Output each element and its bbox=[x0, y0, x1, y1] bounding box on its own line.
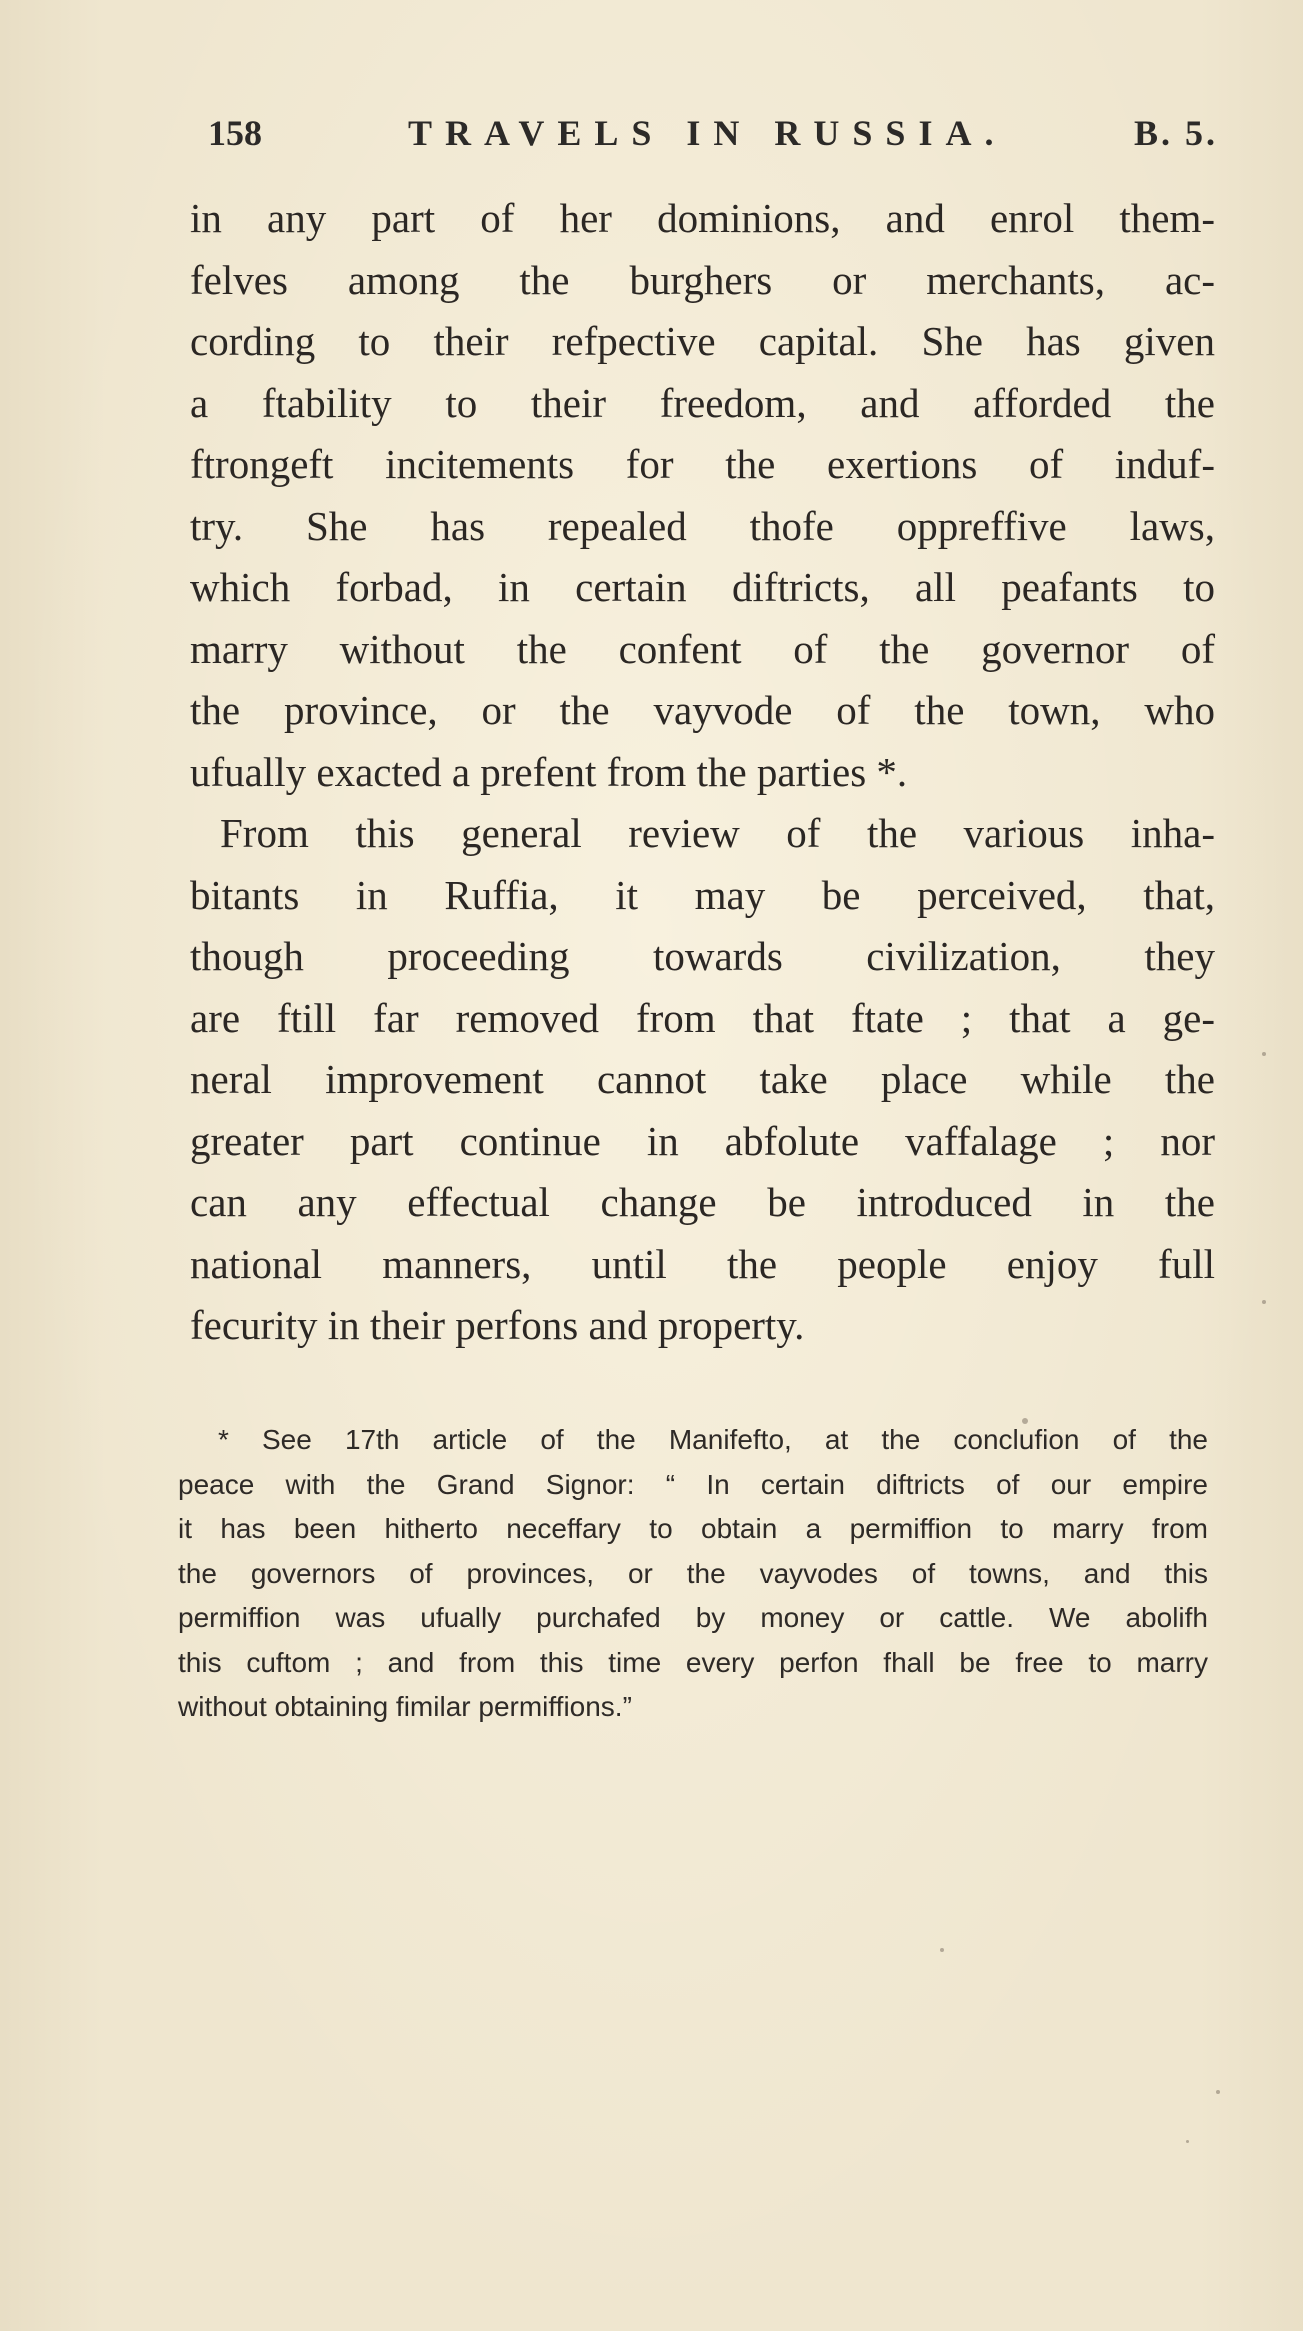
paper-speck bbox=[1262, 1052, 1266, 1056]
text-line: can any effectual change be introduced in the bbox=[190, 1179, 1215, 1225]
text-line: the province, or the vayvode of the town, who bbox=[190, 687, 1215, 733]
footnote-line: peace with the Grand Signor: “ In certain diftricts of our empire bbox=[178, 1468, 1208, 1500]
text-line: ufually exacted a prefent from the parties *. bbox=[190, 748, 908, 795]
paper-speck bbox=[1022, 1418, 1028, 1424]
footnote-line: this cuftom ; and from this time every perfon fhall be free to marry bbox=[178, 1646, 1208, 1678]
footnote-line: the governors of provinces, or the vayvodes of towns, and this bbox=[178, 1557, 1208, 1589]
footnote-line: permiffion was ufually purchafed by money or cattle. We abolifh bbox=[178, 1602, 1208, 1633]
text-line: in any part of her dominions, and enrol them- bbox=[190, 195, 1215, 241]
footnote-line: it has been hitherto neceffary to obtain a permiffion to marry from bbox=[178, 1513, 1208, 1544]
paper-speck bbox=[940, 1948, 944, 1952]
book-reference: B. 5. bbox=[1133, 113, 1218, 153]
paper-speck bbox=[1262, 1300, 1266, 1304]
text-line: national manners, until the people enjoy full bbox=[190, 1240, 1215, 1287]
paper-speck bbox=[1216, 2090, 1220, 2094]
text-line: are ftill far removed from that ftate ; that a ge- bbox=[190, 994, 1215, 1041]
paper-speck bbox=[1186, 2140, 1189, 2143]
page-header bbox=[208, 112, 1218, 162]
footnote bbox=[178, 1418, 1208, 1730]
text-line: ftrongeft incitements for the exertions of induf- bbox=[190, 441, 1215, 487]
text-line: fecurity in their perfons and property. bbox=[190, 1302, 805, 1348]
running-title: TRAVELS IN RUSSIA. bbox=[408, 113, 1007, 153]
text-line: a ftability to their freedom, and afforded the bbox=[190, 379, 1215, 426]
text-line: neral improvement cannot take place while the bbox=[190, 1056, 1215, 1102]
text-line: greater part continue in abfolute vaffalage ; nor bbox=[190, 1117, 1215, 1164]
text-line: cording to their refpective capital. She has given bbox=[190, 318, 1215, 364]
text-line: try. She has repealed thofe oppreffive laws, bbox=[190, 502, 1215, 549]
page-number: 158 bbox=[208, 113, 262, 153]
text-line: though proceeding towards civilization, they bbox=[190, 933, 1215, 979]
footnote-line: without obtaining fimilar permiffions.” bbox=[178, 1691, 632, 1722]
text-line: felves among the burghers or merchants, ac- bbox=[190, 256, 1215, 303]
footnote-line: * See 17th article of the Manifefto, at the conclufion of the bbox=[218, 1424, 1208, 1455]
text-line: From this general review of the various inha- bbox=[220, 810, 1215, 856]
main-text bbox=[190, 188, 1215, 1357]
text-line: which forbad, in certain diftricts, all peafants to bbox=[190, 564, 1215, 610]
text-line: bitants in Ruffia, it may be perceived, that, bbox=[190, 871, 1215, 918]
text-line: marry without the confent of the governor of bbox=[190, 625, 1215, 672]
